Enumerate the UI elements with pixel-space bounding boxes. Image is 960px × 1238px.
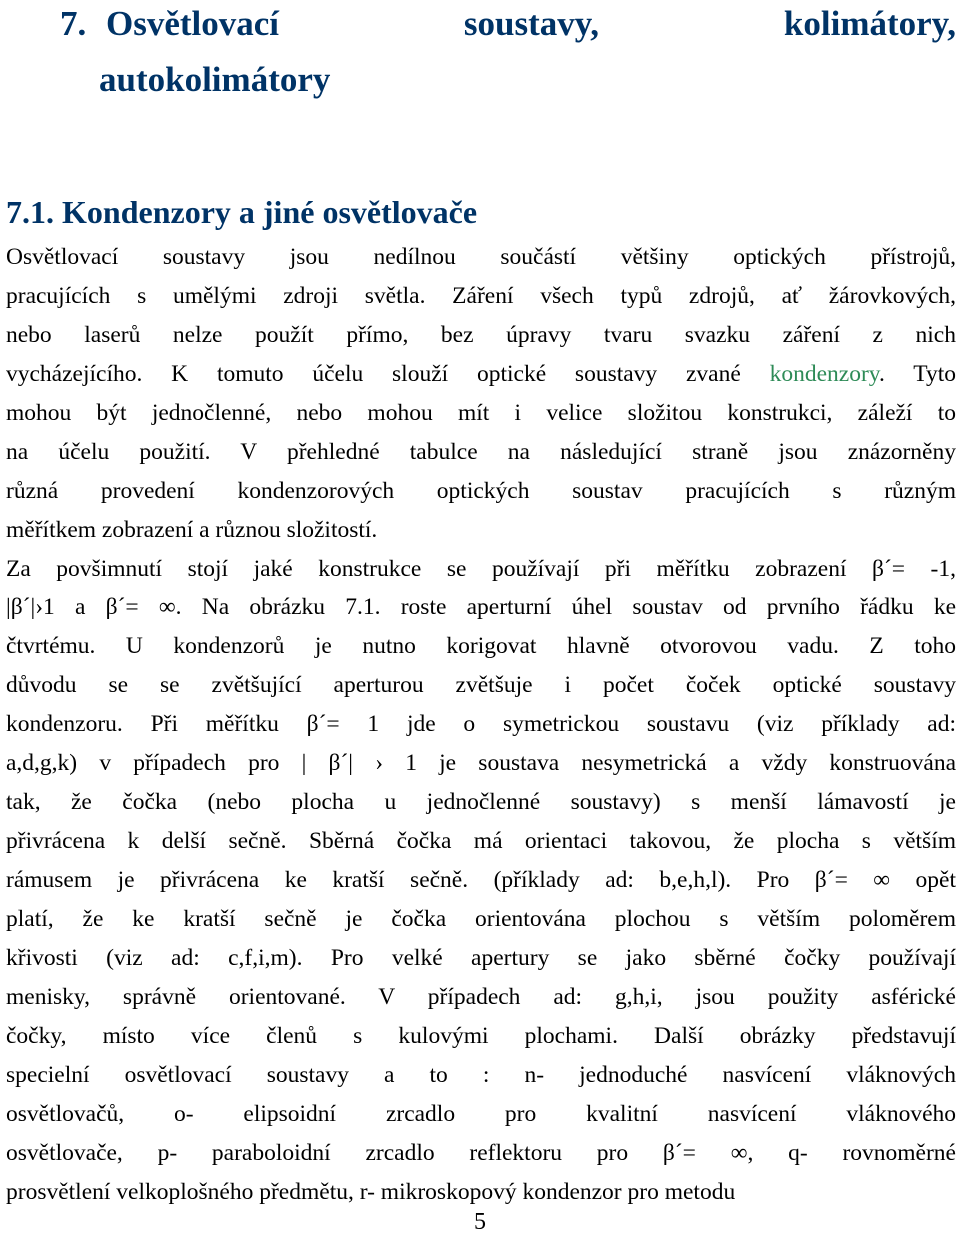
text-line xyxy=(6,861,956,900)
keyword-highlight: kondenzory xyxy=(769,360,879,387)
text-segment: . Tyto xyxy=(879,360,956,387)
text-line-content: a,d,g,k) v případech pro | β´| › 1 je soustava nesymetrická a vždy konstruována xyxy=(6,750,956,777)
text-line-content: čočky, místo více členů s kulovými plochami. Další obrázky představují xyxy=(6,1022,956,1049)
text-line-content: Za povšimnutí stojí jaké konstrukce se používají při měřítku zobrazení β´= -1, xyxy=(6,555,956,582)
text-line xyxy=(6,472,956,511)
text-line-content: menisky, správně orientované. V případech ad: g,h,i, jsou použity asférické xyxy=(6,983,956,1010)
text-line xyxy=(6,511,956,550)
text-line xyxy=(6,627,956,666)
text-line xyxy=(6,822,956,861)
text-line-content: platí, že ke kratší sečně je čočka orientována plochou s větším poloměrem xyxy=(6,905,956,932)
text-line-content: mohou být jednočlenné, nebo mohou mít i velice složitou konstrukci, záleží to xyxy=(6,399,956,426)
section-heading: 7.1. Kondenzory a jiné osvětlovače xyxy=(6,194,478,230)
body-text xyxy=(6,238,956,1211)
text-line-content: rámusem je přivrácena ke kratší sečně. (příklady ad: b,e,h,l). Pro β´= ∞ opět xyxy=(6,867,956,893)
text-line xyxy=(6,277,956,316)
text-line xyxy=(6,238,956,277)
text-line xyxy=(6,550,956,589)
text-line xyxy=(6,939,956,978)
text-line-content: Osvětlovací soustavy jsou nedílnou součástí většiny optických přístrojů, xyxy=(6,244,956,270)
text-line-content: kondenzoru. Při měřítku β´= 1 jde o symetrickou soustavu (viz příklady ad: xyxy=(6,711,956,738)
text-segment: vycházejícího. K tomuto účelu slouží optické soustavy zvané xyxy=(6,360,770,387)
document-page xyxy=(6,0,956,1211)
text-line-content: křivosti (viz ad: c,f,i,m). Pro velké apertury se jako sběrné čočky používají xyxy=(6,944,956,971)
text-line-content: tak, že čočka (nebo plocha u jednočlenné soustavy) s menší lámavostí je xyxy=(6,789,956,816)
chapter-title xyxy=(6,0,956,108)
text-line-content: přivrácena k delší sečně. Sběrná čočka má orientaci takovou, že plocha s větším xyxy=(6,828,956,855)
chapter-number: 7. xyxy=(60,4,87,43)
text-line xyxy=(6,588,956,627)
text-line xyxy=(6,1095,956,1134)
chapter-title-word: Osvětlovací xyxy=(106,4,280,43)
chapter-title-word: soustavy, xyxy=(463,4,600,43)
text-line-content: na účelu použití. V přehledné tabulce na následující straně jsou znázorněny xyxy=(6,438,956,465)
text-line-content: osvětlovačů, o- elipsoidní zrcadlo pro kvalitní nasvícení vláknového xyxy=(6,1100,956,1127)
text-line xyxy=(6,394,956,433)
text-line-content: čtvrtému. U kondenzorů je nutno korigovat hlavně otvorovou vadu. Z toho xyxy=(6,633,956,660)
chapter-title-line-2: autokolimátory xyxy=(99,60,331,99)
text-line xyxy=(6,744,956,783)
text-line-content xyxy=(6,355,956,394)
text-line-content: důvodu se se zvětšující aperturou zvětšuje i počet čoček optické soustavy xyxy=(6,672,956,699)
text-line xyxy=(6,316,956,355)
text-line xyxy=(6,433,956,472)
text-line xyxy=(6,1017,956,1056)
text-line xyxy=(6,783,956,822)
text-line-content: různá provedení kondenzorových optických soustav pracujících s různým xyxy=(6,477,956,504)
text-line-content: pracujících s umělými zdroji světla. Záření všech typů zdrojů, ať žárovkových, xyxy=(6,282,956,309)
page-number: 5 xyxy=(474,1209,486,1235)
text-line xyxy=(6,978,956,1017)
text-line xyxy=(6,666,956,705)
text-line-content: specielní osvětlovací soustavy a to : n- jednoduché nasvícení vláknových xyxy=(6,1061,956,1088)
text-line-content: nebo laserů nelze použít přímo, bez úpravy tvaru svazku záření z nich xyxy=(6,321,956,348)
text-line xyxy=(6,355,956,394)
text-line xyxy=(6,900,956,939)
text-line-content: prosvětlení velkoplošného předmětu, r- mikroskopový kondenzor pro metodu xyxy=(6,1178,736,1205)
text-line-content: |β´|›1 a β´= ∞. Na obrázku 7.1. roste aperturní úhel soustav od prvního řádku ke xyxy=(6,594,956,621)
chapter-title-line-1 xyxy=(6,0,956,52)
text-line xyxy=(6,1173,956,1212)
text-line xyxy=(6,705,956,744)
text-line-content: měřítkem zobrazení a různou složitostí. xyxy=(6,516,378,543)
text-line-content: osvětlovače, p- paraboloidní zrcadlo reflektoru pro β´= ∞, q- rovnoměrné xyxy=(6,1139,956,1166)
chapter-title-word: kolimátory, xyxy=(783,4,956,43)
text-line xyxy=(6,1056,956,1095)
text-line xyxy=(6,1134,956,1173)
